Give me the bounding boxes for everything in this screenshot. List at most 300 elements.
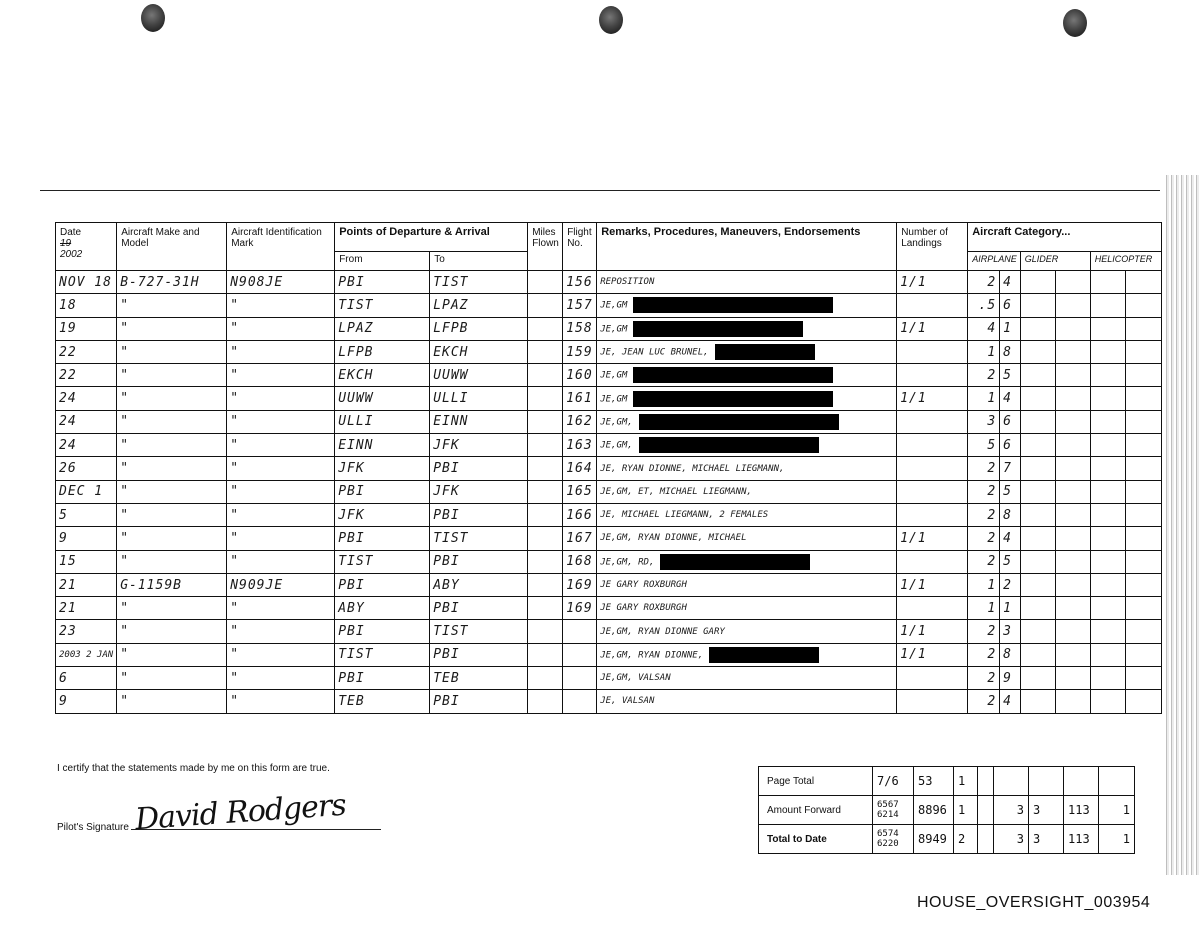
cell-tenths — [1000, 317, 1021, 340]
cell-cat-c2 — [1055, 434, 1090, 457]
cell-remarks — [597, 550, 897, 573]
cell-remarks-text: JE,GM — [600, 300, 628, 311]
forward-c0 — [978, 796, 994, 825]
cell-cat-c1 — [1020, 643, 1055, 666]
cell-ident-text: " — [230, 344, 240, 360]
cell-ident-text: " — [230, 554, 240, 570]
cell-ident — [227, 340, 335, 363]
cell-ident-text: " — [230, 600, 240, 616]
cell-remarks-text: JE GARY ROXBURGH — [600, 603, 687, 614]
cell-landings — [897, 480, 968, 503]
cell-to — [430, 294, 528, 317]
header-make: Aircraft Make and Model — [117, 223, 227, 271]
cell-make-text: " — [120, 670, 130, 686]
cell-date — [56, 643, 117, 666]
cell-miles — [528, 667, 563, 690]
cell-miles — [528, 550, 563, 573]
cell-flight-text: 156 — [566, 274, 593, 290]
cell-cat-c4 — [1125, 620, 1161, 643]
cell-miles — [528, 340, 563, 363]
log-row — [56, 503, 1162, 526]
cell-ident — [227, 457, 335, 480]
cell-make-text: " — [120, 461, 130, 477]
cell-date — [56, 550, 117, 573]
cell-hours-text: 1 — [987, 577, 997, 593]
cell-miles — [528, 457, 563, 480]
cell-cat-c2 — [1055, 573, 1090, 596]
cell-hours-text: 2 — [987, 461, 997, 477]
cell-cat-c4 — [1125, 503, 1161, 526]
cell-cat-c1 — [1020, 317, 1055, 340]
cell-remarks-text: JE,GM — [600, 370, 628, 381]
cell-cat-c4 — [1125, 643, 1161, 666]
cell-cat-c2 — [1055, 364, 1090, 387]
cell-date-text: 21 — [59, 600, 77, 616]
cell-remarks-text: JE,GM, RYAN DIONNE, — [600, 650, 704, 661]
cell-tenths — [1000, 573, 1021, 596]
totals-page-row — [759, 767, 1135, 796]
cell-cat-c3 — [1090, 550, 1125, 573]
cell-make — [117, 410, 227, 433]
cell-make — [117, 387, 227, 410]
cell-cat-c3 — [1090, 643, 1125, 666]
cell-cat-c3 — [1090, 294, 1125, 317]
cell-make-text: B-727-31H — [120, 274, 200, 290]
cell-from — [335, 317, 430, 340]
cell-cat-c1 — [1020, 527, 1055, 550]
page-total-landings: 7/6 — [873, 767, 914, 796]
header-to: To — [430, 252, 528, 271]
cell-from-text: UUWW — [338, 391, 374, 407]
cell-landings-text: 1/1 — [900, 577, 927, 593]
cell-cat-c3 — [1090, 597, 1125, 620]
cell-date-text: 19 — [59, 321, 77, 337]
cell-make — [117, 457, 227, 480]
cell-cat-c2 — [1055, 690, 1090, 713]
cell-hours-text: 4 — [987, 321, 997, 337]
cell-make-text: " — [120, 507, 130, 523]
cell-hours — [968, 573, 1000, 596]
cell-ident — [227, 294, 335, 317]
cell-tenths-text: 5 — [1003, 554, 1012, 570]
cell-landings — [897, 620, 968, 643]
cell-date-text: 9 — [59, 693, 68, 709]
cell-tenths-text: 4 — [1003, 530, 1012, 546]
cell-remarks-text: JE,GM, RYAN DIONNE, MICHAEL — [600, 533, 747, 544]
cell-cat-c1 — [1020, 550, 1055, 573]
cell-make-text: " — [120, 367, 130, 383]
page-total-label: Page Total — [759, 767, 873, 796]
redaction-bar — [633, 297, 833, 313]
cell-tenths-text: 5 — [1003, 367, 1012, 383]
cell-date-text: 22 — [59, 367, 77, 383]
forward-c3: 113 — [1064, 796, 1099, 825]
cell-miles — [528, 690, 563, 713]
cell-cat-c1 — [1020, 620, 1055, 643]
cell-tenths-text: 5 — [1003, 484, 1012, 500]
cell-to-text: EINN — [433, 414, 469, 430]
cell-hours — [968, 434, 1000, 457]
cell-tenths-text: 3 — [1003, 624, 1012, 640]
log-row — [56, 294, 1162, 317]
log-row — [56, 387, 1162, 410]
cell-date — [56, 690, 117, 713]
cell-cat-c3 — [1090, 620, 1125, 643]
cell-tenths — [1000, 480, 1021, 503]
cell-remarks-text: JE,GM — [600, 324, 628, 335]
cell-to — [430, 480, 528, 503]
cell-from-text: JFK — [338, 507, 365, 523]
cell-flight — [563, 620, 597, 643]
cell-remarks-text: JE, JEAN LUC BRUNEL, — [600, 347, 709, 358]
to-date-label: Total to Date — [759, 825, 873, 854]
cell-flight-text: 169 — [566, 577, 593, 593]
cell-cat-c1 — [1020, 573, 1055, 596]
cell-tenths — [1000, 527, 1021, 550]
cell-to-text: JFK — [433, 484, 460, 500]
cell-remarks — [597, 690, 897, 713]
cell-make-text: " — [120, 414, 130, 430]
cell-tenths — [1000, 364, 1021, 387]
cell-landings-text: 1/1 — [900, 321, 927, 337]
header-points: Points of Departure & Arrival — [335, 223, 528, 252]
cell-cat-c4 — [1125, 550, 1161, 573]
cell-remarks-text: JE,GM, VALSAN — [600, 673, 671, 684]
cell-from — [335, 434, 430, 457]
cell-cat-c4 — [1125, 434, 1161, 457]
cell-hours — [968, 597, 1000, 620]
cell-make-text: " — [120, 437, 130, 453]
cell-flight — [563, 317, 597, 340]
cell-hours-text: 2 — [987, 507, 997, 523]
cell-hours — [968, 457, 1000, 480]
cell-cat-c2 — [1055, 643, 1090, 666]
cell-landings — [897, 410, 968, 433]
cell-cat-c2 — [1055, 271, 1090, 294]
cell-flight — [563, 480, 597, 503]
cell-remarks — [597, 271, 897, 294]
cell-tenths — [1000, 550, 1021, 573]
cell-cat-c3 — [1090, 364, 1125, 387]
cell-date-text: 24 — [59, 437, 77, 453]
cell-landings — [897, 340, 968, 363]
cell-tenths — [1000, 503, 1021, 526]
cell-landings-text: 1/1 — [900, 274, 927, 290]
cell-flight — [563, 550, 597, 573]
cell-flight — [563, 643, 597, 666]
cell-miles — [528, 597, 563, 620]
log-row — [56, 271, 1162, 294]
cell-ident — [227, 271, 335, 294]
forward-c2: 3 — [1029, 796, 1064, 825]
header-date-year-struck: 19 — [60, 238, 72, 249]
cell-flight — [563, 667, 597, 690]
cell-flight — [563, 294, 597, 317]
page-total-tenths: 1 — [954, 767, 978, 796]
cell-ident-text: N908JE — [230, 274, 284, 290]
log-row — [56, 480, 1162, 503]
log-row — [56, 573, 1162, 596]
cell-cat-c3 — [1090, 457, 1125, 480]
cell-flight — [563, 527, 597, 550]
cell-tenths — [1000, 410, 1021, 433]
cell-tenths — [1000, 620, 1021, 643]
forward-hours: 8896 — [914, 796, 954, 825]
cell-make — [117, 271, 227, 294]
cell-remarks-text: JE, VALSAN — [600, 696, 655, 707]
cell-remarks — [597, 643, 897, 666]
cell-ident-text: " — [230, 624, 240, 640]
cell-date-text: DEC 1 — [59, 484, 104, 500]
cell-remarks — [597, 340, 897, 363]
cell-flight-text: 168 — [566, 554, 593, 570]
header-cat-glider: GLIDER — [1020, 252, 1090, 271]
cell-landings — [897, 503, 968, 526]
page-total-c1 — [994, 767, 1029, 796]
cell-from-text: LFPB — [338, 344, 374, 360]
cell-hours-text: 3 — [987, 414, 997, 430]
cell-ident — [227, 317, 335, 340]
cell-ident — [227, 550, 335, 573]
cell-to — [430, 340, 528, 363]
cell-flight — [563, 690, 597, 713]
cell-make — [117, 340, 227, 363]
cell-cat-c2 — [1055, 620, 1090, 643]
cell-tenths — [1000, 597, 1021, 620]
cell-from — [335, 457, 430, 480]
cell-miles — [528, 387, 563, 410]
cell-remarks-text: JE GARY ROXBURGH — [600, 580, 687, 590]
cell-cat-c3 — [1090, 410, 1125, 433]
cell-from — [335, 597, 430, 620]
cell-date-text: 24 — [59, 414, 77, 430]
header-from: From — [335, 252, 430, 271]
cell-remarks-text: JE,GM, RD, — [600, 557, 655, 568]
cell-to — [430, 271, 528, 294]
cell-from — [335, 573, 430, 596]
cell-make — [117, 317, 227, 340]
cell-miles — [528, 434, 563, 457]
header-landings: Number of Landings — [897, 223, 968, 271]
cell-to — [430, 364, 528, 387]
cell-miles — [528, 294, 563, 317]
cell-miles — [528, 503, 563, 526]
cell-cat-c4 — [1125, 597, 1161, 620]
cell-ident-text: " — [230, 391, 240, 407]
cell-from — [335, 527, 430, 550]
cell-landings — [897, 271, 968, 294]
cell-ident — [227, 434, 335, 457]
to-date-hours: 8949 — [914, 825, 954, 854]
cell-date-text: NOV 18 — [59, 274, 112, 290]
cell-hours — [968, 643, 1000, 666]
totals-table — [758, 766, 1135, 854]
cell-ident — [227, 667, 335, 690]
header-miles: Miles Flown — [528, 223, 563, 271]
cell-to-text: TIST — [433, 274, 469, 290]
header-date-year: 2002 — [60, 249, 83, 260]
cell-to — [430, 317, 528, 340]
cell-hours — [968, 294, 1000, 317]
cell-to — [430, 690, 528, 713]
cell-tenths-text: 7 — [1003, 461, 1012, 477]
cell-date — [56, 667, 117, 690]
cell-landings — [897, 387, 968, 410]
cell-hours-text: .5 — [978, 297, 997, 313]
header-flight: Flight No. — [563, 223, 597, 271]
cell-to — [430, 573, 528, 596]
log-row — [56, 340, 1162, 363]
cell-to — [430, 457, 528, 480]
cell-flight-text: 165 — [566, 484, 593, 500]
cell-remarks — [597, 364, 897, 387]
cell-landings — [897, 597, 968, 620]
log-row — [56, 317, 1162, 340]
log-row — [56, 410, 1162, 433]
redaction-bar — [639, 414, 839, 430]
cell-ident — [227, 480, 335, 503]
cell-ident-text: " — [230, 461, 240, 477]
cell-miles — [528, 620, 563, 643]
cell-from-text: PBI — [338, 577, 365, 593]
cell-remarks-text: REPOSITION — [600, 277, 655, 288]
cell-flight — [563, 457, 597, 480]
cell-to-text: EKCH — [433, 344, 469, 360]
cell-date-text: 24 — [59, 391, 77, 407]
cell-ident-text: " — [230, 437, 240, 453]
cell-date-text: 5 — [59, 507, 68, 523]
cell-remarks — [597, 294, 897, 317]
cell-remarks — [597, 457, 897, 480]
cell-hours-text: 5 — [987, 437, 997, 453]
certification-statement: I certify that the statements made by me on this form are true. — [57, 763, 330, 774]
page-total-c2 — [1029, 767, 1064, 796]
cell-make-text: " — [120, 647, 130, 663]
forward-label: Amount Forward — [759, 796, 873, 825]
cell-ident-text: " — [230, 647, 240, 663]
cell-date-text: 2003 2 JAN — [59, 649, 114, 660]
cell-hours — [968, 387, 1000, 410]
cell-from — [335, 643, 430, 666]
cell-flight-text: 159 — [566, 344, 593, 360]
cell-to — [430, 503, 528, 526]
cell-remarks-text: JE,GM, — [600, 440, 633, 451]
cell-remarks — [597, 597, 897, 620]
cell-make — [117, 620, 227, 643]
page-total-c3 — [1064, 767, 1099, 796]
cell-date — [56, 597, 117, 620]
to-date-c4: 1 — [1099, 825, 1135, 854]
cell-landings-text: 1/1 — [900, 647, 927, 663]
cell-cat-c2 — [1055, 387, 1090, 410]
cell-from-text: TIST — [338, 297, 374, 313]
cell-to — [430, 667, 528, 690]
cell-flight — [563, 503, 597, 526]
page-total-c0 — [978, 767, 994, 796]
cell-from — [335, 364, 430, 387]
redaction-bar — [660, 554, 810, 570]
cell-cat-c1 — [1020, 480, 1055, 503]
cell-landings — [897, 550, 968, 573]
cell-hours-text: 2 — [987, 484, 997, 500]
cell-hours-text: 2 — [987, 554, 997, 570]
cell-cat-c2 — [1055, 294, 1090, 317]
cell-flight — [563, 387, 597, 410]
cell-flight-text: 163 — [566, 437, 593, 453]
page-total-hours: 53 — [914, 767, 954, 796]
cell-date-text: 9 — [59, 530, 68, 546]
cell-hours-text: 2 — [987, 530, 997, 546]
cell-ident-text: " — [230, 414, 240, 430]
cell-flight-text: 157 — [566, 297, 593, 313]
cell-cat-c2 — [1055, 410, 1090, 433]
cell-to — [430, 527, 528, 550]
cell-from — [335, 620, 430, 643]
cell-cat-c1 — [1020, 364, 1055, 387]
cell-remarks — [597, 503, 897, 526]
cell-tenths-text: 2 — [1003, 577, 1012, 593]
cell-make — [117, 690, 227, 713]
cell-miles — [528, 410, 563, 433]
cell-ident-text: " — [230, 693, 240, 709]
cell-cat-c1 — [1020, 340, 1055, 363]
cell-date — [56, 410, 117, 433]
to-date-landings: 6574 6220 — [873, 825, 914, 854]
cell-landings — [897, 294, 968, 317]
cell-landings-text: 1/1 — [900, 391, 927, 407]
cell-miles — [528, 573, 563, 596]
cell-hours — [968, 620, 1000, 643]
cell-tenths — [1000, 271, 1021, 294]
cell-from — [335, 480, 430, 503]
cell-date — [56, 503, 117, 526]
cell-cat-c3 — [1090, 271, 1125, 294]
cell-cat-c2 — [1055, 527, 1090, 550]
cell-make-text: " — [120, 344, 130, 360]
cell-flight-text: 164 — [566, 461, 593, 477]
cell-ident-text: " — [230, 507, 240, 523]
forward-landings: 6567 6214 — [873, 796, 914, 825]
cell-landings — [897, 690, 968, 713]
redaction-bar — [633, 321, 803, 337]
to-date-c2: 3 — [1029, 825, 1064, 854]
cell-from-text: EKCH — [338, 367, 374, 383]
cell-cat-c1 — [1020, 597, 1055, 620]
cell-cat-c3 — [1090, 387, 1125, 410]
cell-hours-text: 2 — [987, 624, 997, 640]
redaction-bar — [633, 367, 833, 383]
cell-tenths — [1000, 387, 1021, 410]
forward-c1: 3 — [994, 796, 1029, 825]
cell-flight-text: 161 — [566, 391, 593, 407]
cell-hours-text: 2 — [987, 670, 997, 686]
cell-from — [335, 387, 430, 410]
cell-landings — [897, 667, 968, 690]
cell-ident — [227, 573, 335, 596]
cell-cat-c2 — [1055, 317, 1090, 340]
cell-cat-c4 — [1125, 387, 1161, 410]
cell-cat-c2 — [1055, 457, 1090, 480]
cell-cat-c1 — [1020, 434, 1055, 457]
cell-ident-text: " — [230, 530, 240, 546]
cell-cat-c4 — [1125, 480, 1161, 503]
redaction-bar — [715, 344, 815, 360]
cell-from — [335, 340, 430, 363]
cell-cat-c3 — [1090, 503, 1125, 526]
cell-hours — [968, 340, 1000, 363]
cell-remarks — [597, 410, 897, 433]
cell-tenths — [1000, 340, 1021, 363]
